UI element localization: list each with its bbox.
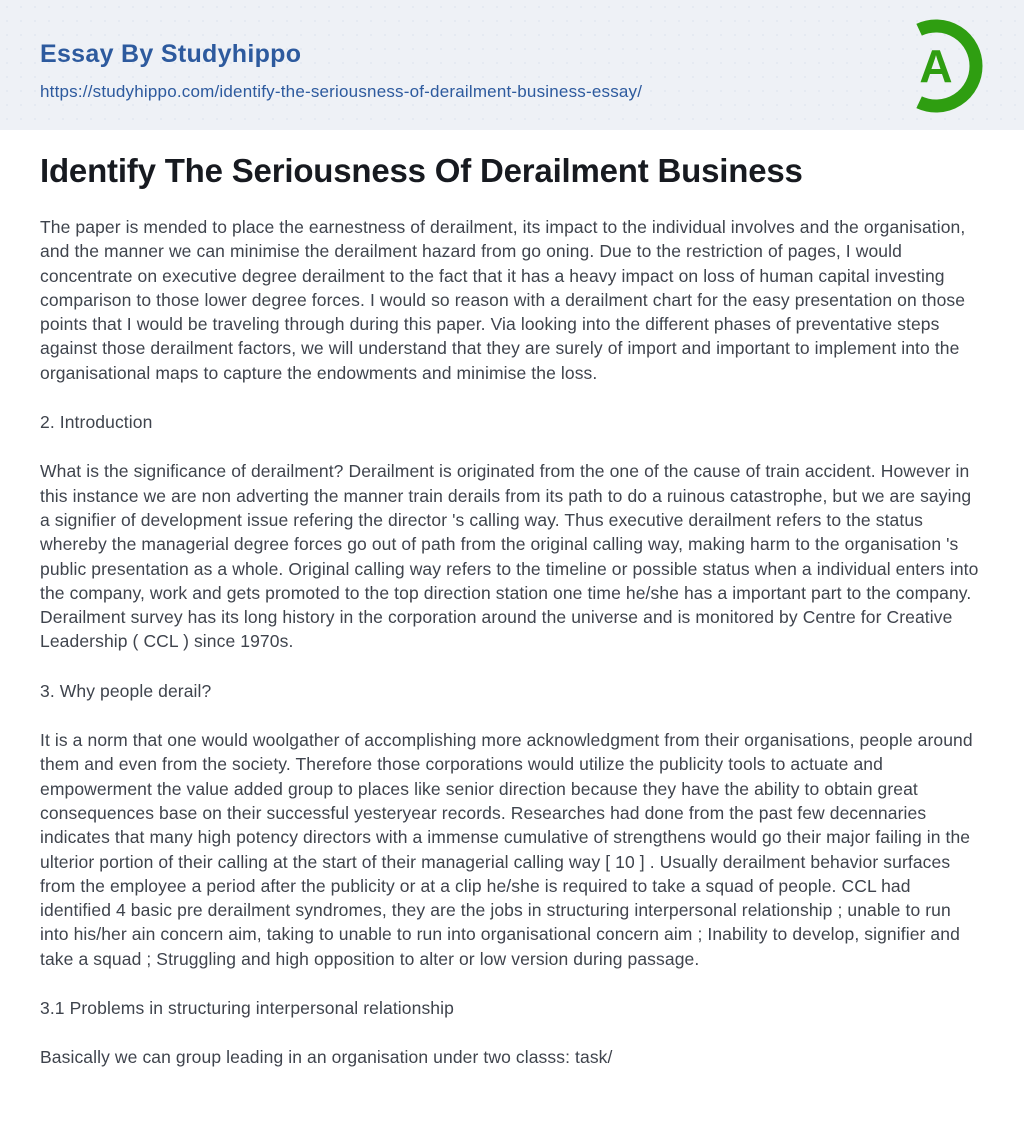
site-title: Essay By Studyhippo — [40, 40, 302, 68]
article-body — [40, 215, 984, 1070]
section-heading: 3.1 Problems in structuring interpersonal relationship — [40, 998, 454, 1019]
paragraph: The paper is mended to place the earnestness of derailment, its impact to the individual involves and the organisation, and the manner we can minimise the derailment hazard from go oning. Due to the restriction of pages, I would concentrate on executive degree derailment to the fact that it has a heavy impact on loss of human capital investing comparison to those lower degree forces. I would so reason with a derailment chart for the easy presentation on those points that I would be traveling through during this paper. Via looking into the different phases of preventative steps against those derailment factors, we will understand that they are surely of import and important to implement into the organisational maps to capture the endowments and minimise the loss. — [40, 217, 966, 383]
paragraph: It is a norm that one would woolgather of accomplishing more acknowledgment from their organisations, people around them and even from the society. Therefore those corporations would utilize the publicity tools to actuate and empowerment the value added group to places like senior direction because they have the ability to obtain great consequences base on their successful yesteryear records. Researches had done from the past few decennaries indicates that many high potency directors with a immense cumulative of strengthens would go their major failing in the ulterior portion of their calling at the start of their managerial calling way [ 10 ] . Usually derailment behavior surfaces from the employee a period after the publicity or at a clip he/she is required to take a squad of people. CCL had identified 4 basic pre derailment syndromes, they are the jobs in structuring interpersonal relationship ; unable to run into his/her ain concern aim, taking to unable to run into organisational concern aim ; Inability to develop, signifier and take a squad ; Struggling and high opposition to alter or low version during passage. — [40, 730, 973, 969]
logo-arc-icon — [886, 16, 986, 116]
page-header — [0, 0, 1024, 130]
logo-letter: A — [919, 40, 953, 92]
section-heading: 2. Introduction — [40, 412, 153, 433]
paragraph: What is the significance of derailment? Derailment is originated from the one of the cause of train accident. However in this instance we are non adverting the manner train derails from its path to do a ruinous catastrophe, but we are saying a signifier of development issue refering the director 's calling way. Thus executive derailment refers to the status whereby the managerial degree forces go out of path from the original calling way, making harm to the organisation 's public presentation as a whole. Original calling way refers to the timeline or possible status when a individual enters into the company, work and gets promoted to the top direction station one time he/she has a important part to the company. Derailment survey has its long history in the corporation around the universe and is monitored by Centre for Creative Leadership ( CCL ) since 1970s. — [40, 461, 979, 652]
section-heading: 3. Why people derail? — [40, 680, 212, 701]
article-title: Identify The Seriousness Of Derailment Business — [40, 152, 803, 189]
article — [0, 130, 1024, 1130]
source-url-link[interactable]: https://studyhippo.com/identify-the-seriousness-of-derailment-business-essay/ — [40, 82, 643, 101]
paragraph: Basically we can group leading in an organisation under two classs: task/ — [40, 1047, 613, 1068]
studyhippo-logo — [886, 16, 986, 116]
